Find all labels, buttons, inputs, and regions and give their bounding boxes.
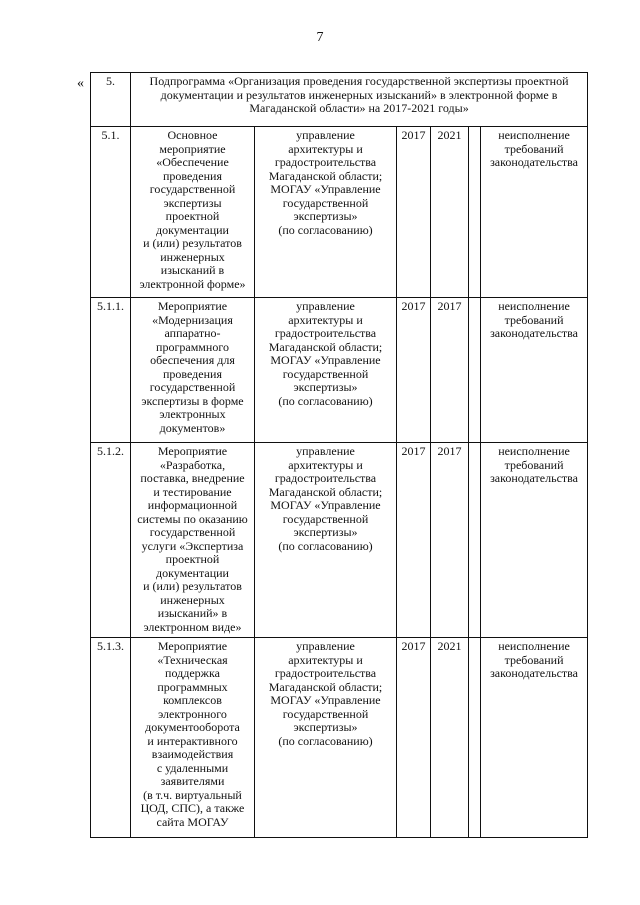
activity-name: Мероприятие «Модернизация аппаратно- программного обеспечения для проведения государственной экспертизы в форме электронных документов» [131, 298, 255, 443]
page-number: 7 [316, 30, 324, 45]
end-year: 2021 [431, 127, 469, 298]
activity-name: Мероприятие «Техническая поддержка программных комплексов электронного документооборота и интерактивного взаимодействия с удаленными заявителями (в т.ч. виртуальный ЦОД, СПС), а также сайта МОГАУ [131, 638, 255, 838]
empty-cell [469, 443, 481, 638]
empty-cell [469, 127, 481, 298]
table-row [91, 298, 588, 443]
risk-text: неисполнение требований законодательства [481, 443, 588, 638]
risk-text: неисполнение требований законодательства [481, 638, 588, 838]
executor: управление архитектуры и градостроительства Магаданской области; МОГАУ «Управление государственной экспертизы» (по согласованию) [255, 298, 397, 443]
item-number: 5.1.2. [91, 443, 131, 638]
item-number: 5.1.3. [91, 638, 131, 838]
opening-quote-mark: « [77, 76, 84, 91]
program-table [90, 72, 588, 838]
item-number: 5.1. [91, 127, 131, 298]
end-year: 2021 [431, 638, 469, 838]
end-year: 2017 [431, 443, 469, 638]
start-year: 2017 [397, 298, 431, 443]
table-row [91, 127, 588, 298]
item-number: 5.1.1. [91, 298, 131, 443]
table-row [91, 443, 588, 638]
executor: управление архитектуры и градостроительства Магаданской области; МОГАУ «Управление государственной экспертизы» (по согласованию) [255, 127, 397, 298]
executor: управление архитектуры и градостроительства Магаданской области; МОГАУ «Управление государственной экспертизы» (по согласованию) [255, 443, 397, 638]
activity-name: Мероприятие «Разработка, поставка, внедрение и тестирование информационной системы по оказанию государственной услуги «Экспертиза проектной документации и (или) результатов инженерных изысканий» в электронном виде» [131, 443, 255, 638]
start-year: 2017 [397, 127, 431, 298]
empty-cell [469, 638, 481, 838]
table-row [91, 638, 588, 838]
subprogram-title: Подпрограмма «Организация проведения государственной экспертизы проектной документации и результатов инженерных изысканий» в электронной форме в Магаданской области» на 2017-2021 годы» [131, 73, 588, 127]
risk-text: неисполнение требований законодательства [481, 127, 588, 298]
table-header-row [91, 73, 588, 127]
section-number: 5. [91, 73, 131, 127]
risk-text: неисполнение требований законодательства [481, 298, 588, 443]
end-year: 2017 [431, 298, 469, 443]
activity-name: Основное мероприятие «Обеспечение проведения государственной экспертизы проектной документации и (или) результатов инженерных изысканий в электронной форме» [131, 127, 255, 298]
empty-cell [469, 298, 481, 443]
executor: управление архитектуры и градостроительства Магаданской области; МОГАУ «Управление государственной экспертизы» (по согласованию) [255, 638, 397, 838]
start-year: 2017 [397, 638, 431, 838]
start-year: 2017 [397, 443, 431, 638]
